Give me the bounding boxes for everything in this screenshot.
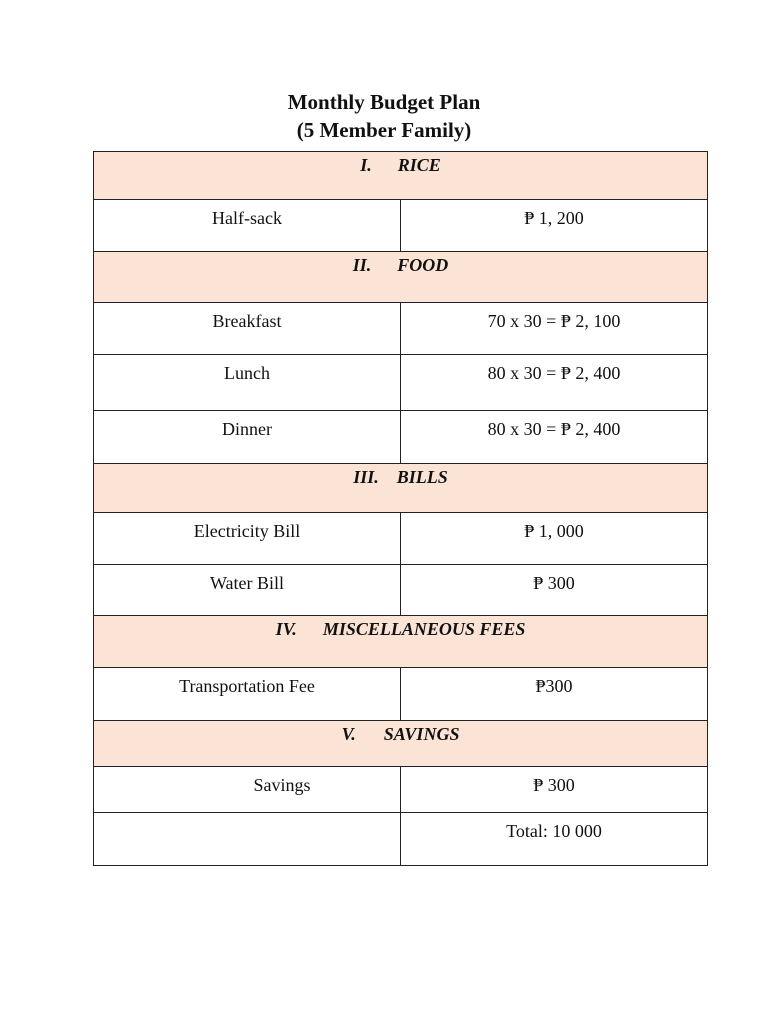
section-header-miscellaneous-fees: [94, 616, 708, 668]
item-value: 80 x 30 = ₱ 2, 400: [401, 411, 708, 464]
section-header-savings: [94, 721, 708, 767]
item-value: 70 x 30 = ₱ 2, 100: [401, 303, 708, 355]
table-row: [94, 411, 708, 464]
section-number: V.: [341, 724, 356, 744]
item-label: Water Bill: [94, 565, 401, 616]
section-number: IV.: [275, 619, 297, 639]
table-row: [94, 200, 708, 252]
table-row: [94, 767, 708, 813]
table-row: [94, 303, 708, 355]
item-label: Lunch: [94, 355, 401, 411]
item-label: Half-sack: [94, 200, 401, 252]
section-header-food: [94, 252, 708, 303]
section-number: II.: [352, 255, 372, 275]
item-label: Savings: [253, 775, 311, 795]
section-name: SAVINGS: [383, 724, 460, 744]
item-value: ₱ 300: [401, 565, 708, 616]
section-header-bills: [94, 464, 708, 513]
table-row: [94, 513, 708, 565]
item-value: ₱ 300: [401, 767, 708, 813]
section-name: MISCELLANEOUS FEES: [322, 619, 526, 639]
budget-table: [93, 151, 708, 866]
document-title: Monthly Budget Plan: [287, 90, 481, 114]
item-value: ₱300: [401, 668, 708, 721]
section-number: I.: [360, 155, 372, 175]
table-row: [94, 565, 708, 616]
section-header-rice: [94, 152, 708, 200]
item-label: Electricity Bill: [94, 513, 401, 565]
item-label: Breakfast: [94, 303, 401, 355]
total-row: [94, 813, 708, 866]
section-number: III.: [353, 467, 379, 487]
item-label: Dinner: [94, 411, 401, 464]
total-label: [94, 813, 401, 866]
item-value: ₱ 1, 200: [401, 200, 708, 252]
item-label: Transportation Fee: [94, 668, 401, 721]
item-value: ₱ 1, 000: [401, 513, 708, 565]
section-name: RICE: [397, 155, 441, 175]
total-value: Total: 10 000: [401, 813, 708, 866]
table-row: [94, 355, 708, 411]
item-value: 80 x 30 = ₱ 2, 400: [401, 355, 708, 411]
table-row: [94, 668, 708, 721]
section-name: FOOD: [397, 255, 449, 275]
section-name: BILLS: [396, 467, 448, 487]
document-title-block: [0, 88, 768, 144]
document-subtitle: (5 Member Family): [296, 118, 472, 142]
